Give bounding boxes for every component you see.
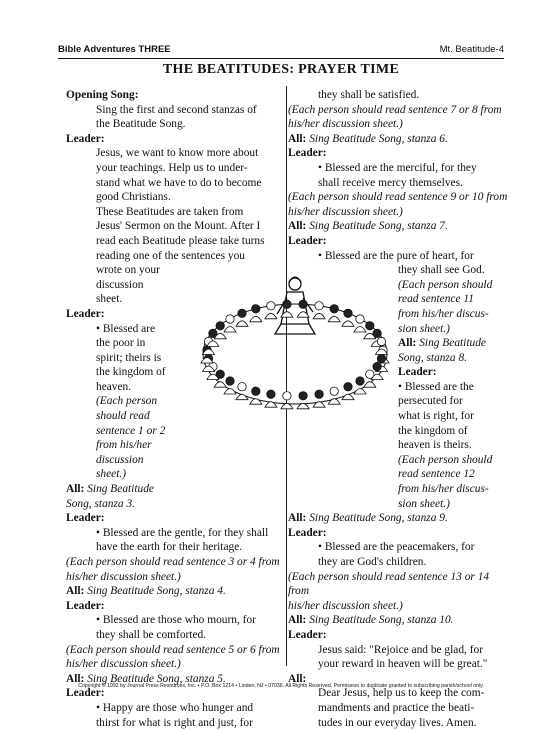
text-line: sheet.) xyxy=(96,468,127,481)
crowd-head xyxy=(283,300,291,308)
text-line: discussion xyxy=(96,278,144,291)
crowd-head xyxy=(330,305,338,313)
crowd-head xyxy=(216,322,224,330)
page-reference: Mt. Beatitude-4 xyxy=(439,44,504,55)
instruction-text: Sing Beatitude Song, stanza 6. xyxy=(306,132,448,145)
text-line: Song, stanza 8. xyxy=(398,351,467,364)
text-line: good Christians. xyxy=(96,191,171,204)
crowd-body xyxy=(313,313,325,319)
text-line: (Each person should read sentence 7 or 8 from xyxy=(288,103,502,116)
crowd-body xyxy=(214,382,226,388)
text-line: your teachings. Help us to under- xyxy=(96,161,248,174)
text-line: discussion xyxy=(96,453,144,466)
text-line: his/her discussion sheet.) xyxy=(288,118,403,131)
text-line: • Blessed are those who mourn, for xyxy=(96,614,256,627)
text-line: thirst for what is right and just, for xyxy=(96,716,253,729)
crowd-head xyxy=(283,392,291,400)
text-line: • Blessed are the peacemakers, for xyxy=(318,541,475,554)
text-line: read sentence 11 xyxy=(398,293,474,306)
crowd-body xyxy=(236,321,248,327)
all-label: All: xyxy=(66,672,85,685)
all-label: All: xyxy=(288,512,307,525)
text-line: (Each person should read sentence 9 or 10 from xyxy=(288,191,508,204)
text-line: they are God's children. xyxy=(318,556,427,568)
text-line: Jesus, we want to know more about xyxy=(96,147,259,160)
text-line: his/her discussion sheet.) xyxy=(66,658,181,671)
text-line: mandments and practice the beati- xyxy=(318,701,475,714)
all-sing-line xyxy=(288,511,513,526)
speaker-label: Leader: xyxy=(66,307,105,320)
crowd-head xyxy=(344,383,352,391)
all-label: All: xyxy=(398,337,417,350)
crowd-body xyxy=(342,394,354,400)
text-line: they shall be satisfied. xyxy=(318,89,420,101)
crowd-head xyxy=(226,377,234,385)
text-line: the Beatitude Song. xyxy=(96,118,186,131)
crowd-head xyxy=(299,300,307,308)
instruction-text: Sing Beatitude Song, stanza 4. xyxy=(84,585,226,598)
text-line: • Blessed are the gentle, for they shall xyxy=(96,526,269,539)
text-line: they shall see God. xyxy=(398,264,485,277)
speaker-label: Leader: xyxy=(288,526,327,539)
crowd-head xyxy=(373,329,381,337)
page-header xyxy=(58,44,504,59)
text-line: his/her discussion sheet.) xyxy=(66,570,181,583)
crowd-body xyxy=(328,316,340,322)
crowd-head xyxy=(356,315,364,323)
copyright-footer: Copyright © 1992 by Journal Press Resources, Inc. • P.O. Box 1214 • Linden, NJ • 07036. All Rights Reserved. Permission to duplicate granted to subscribing parish/school only. xyxy=(78,683,484,689)
speaker-label: Leader: xyxy=(288,147,327,160)
crowd-head xyxy=(315,390,323,398)
crowd-head xyxy=(299,392,307,400)
crowd-head xyxy=(252,387,260,395)
text-line: the kingdom of xyxy=(398,424,468,437)
text-line: Jesus' Sermon on the Mount. After I xyxy=(96,220,261,233)
text-line: read each Beatitude please take turns xyxy=(96,234,265,247)
all-sing-line xyxy=(288,219,513,234)
text-line: sheet. xyxy=(96,293,123,306)
crowd-head xyxy=(366,322,374,330)
jesus-teaching-crowd-illustration xyxy=(195,262,395,417)
text-line: from his/her xyxy=(96,439,152,452)
all-label: All: xyxy=(288,614,307,627)
text-line: (Each person should read sentence 5 or 6 from xyxy=(66,643,280,656)
text-line: sion sheet.) xyxy=(398,497,450,510)
text-line: tudes in our everyday lives. Amen. xyxy=(318,716,477,729)
text-line: (Each person should xyxy=(398,278,493,291)
instruction-text: Sing Beatitude Song, stanza 10. xyxy=(306,614,454,627)
crowd-head xyxy=(226,315,234,323)
text-line: • Happy are those who hunger and xyxy=(96,701,254,714)
text-line: (Each person should read sentence 13 or 14 from xyxy=(288,570,490,598)
instruction-text: Sing Beatitude Song, stanza 5. xyxy=(84,672,226,685)
crowd-head xyxy=(238,383,246,391)
all-sing-line xyxy=(66,584,286,599)
text-line: wrote on your xyxy=(96,264,160,277)
text-line: (Each person should xyxy=(398,453,493,466)
text-line: sentence 1 or 2 xyxy=(96,424,166,437)
crowd-head xyxy=(267,302,275,310)
text-line: read sentence 12 xyxy=(398,468,475,481)
crowd-head xyxy=(366,370,374,378)
all-sing-line xyxy=(288,613,513,628)
text-line: • Blessed are the xyxy=(398,380,474,393)
instruction-text: Sing Beatitude xyxy=(84,483,154,496)
text-line: the poor in xyxy=(96,337,146,350)
crowd-head xyxy=(373,362,381,370)
text-line: heaven. xyxy=(96,380,132,393)
text-line: heaven is theirs. xyxy=(398,439,472,452)
text-line: Jesus said: "Rejoice and be glad, for xyxy=(318,643,484,656)
text-line: from his/her discus- xyxy=(398,483,489,496)
crowd-body xyxy=(342,321,354,327)
crowd-body xyxy=(224,327,236,333)
text-line: reading one of the sentences you xyxy=(96,249,245,262)
crowd-body xyxy=(250,399,262,405)
crowd-head xyxy=(330,387,338,395)
speaker-label: Leader: xyxy=(288,628,327,641)
text-line: shall receive mercy themselves. xyxy=(318,176,463,189)
instruction-text: Sing Beatitude Song, stanza 9. xyxy=(306,512,448,525)
speaker-label: Leader: xyxy=(66,132,105,145)
text-line: (Each person should read sentence 3 or 4 from xyxy=(66,556,280,568)
text-line: sion sheet.) xyxy=(398,322,450,335)
text-line: have the earth for their heritage. xyxy=(96,541,243,554)
text-line: Song, stanza 3. xyxy=(66,497,135,510)
instruction-text: Sing Beatitude xyxy=(416,337,486,350)
text-line: Sing the first and second stanzas of xyxy=(96,103,257,116)
text-line: his/her discussion sheet.) xyxy=(288,599,403,612)
text-line: These Beatitudes are taken from xyxy=(96,205,244,218)
speaker-label: Leader: xyxy=(288,234,327,247)
text-line: stand what we have to do to become xyxy=(96,176,262,189)
all-sing-line xyxy=(66,482,286,497)
crowd-head xyxy=(315,302,323,310)
text-line: the kingdom of xyxy=(96,366,166,379)
all-label: All: xyxy=(288,220,307,233)
text-line: your reward in heaven will be great." xyxy=(318,658,488,671)
instruction-text: Sing Beatitude Song, stanza 7. xyxy=(306,220,448,233)
crowd-head xyxy=(377,337,385,345)
all-label: All: xyxy=(66,483,85,496)
speaker-label: Leader: xyxy=(398,366,437,379)
crowd-head xyxy=(377,354,385,362)
speaker-label: Opening Song: xyxy=(66,89,139,101)
all-label: All: xyxy=(66,585,85,598)
text-line: persecuted for xyxy=(398,395,463,408)
crowd-head xyxy=(267,390,275,398)
book-title: Bible Adventures THREE xyxy=(58,44,171,55)
crowd-body xyxy=(236,394,248,400)
text-line: they shall be comforted. xyxy=(96,628,207,641)
speaker-label: Leader: xyxy=(66,512,105,525)
text-line: (Each person xyxy=(96,395,158,408)
speaker-label: Leader: xyxy=(66,599,105,612)
text-line: his/her discussion sheet.) xyxy=(288,205,403,218)
text-line: should read xyxy=(96,410,150,423)
crowd-body xyxy=(354,327,366,333)
text-line: • Blessed are the merciful, for they xyxy=(318,161,477,174)
crowd-body xyxy=(364,382,376,388)
crowd-head xyxy=(252,305,260,313)
all-sing-line xyxy=(288,132,513,147)
crowd-head xyxy=(344,309,352,317)
crowd-body xyxy=(265,313,277,319)
crowd-body xyxy=(328,399,340,405)
speaker-label: All: xyxy=(288,672,307,685)
all-label: All: xyxy=(288,132,307,145)
text-line: • Blessed are xyxy=(96,322,156,335)
crowd-body xyxy=(224,389,236,395)
speaker-label: Leader: xyxy=(66,687,105,700)
crowd-head xyxy=(356,377,364,385)
page-title: THE BEATITUDES: PRAYER TIME xyxy=(162,62,400,77)
text-line: Dear Jesus, help us to keep the com- xyxy=(318,687,485,700)
crowd-body xyxy=(354,389,366,395)
text-line: • Blessed are the pure of heart, for xyxy=(318,249,474,262)
text-line: spirit; theirs is xyxy=(96,351,162,364)
text-line: from his/her discus- xyxy=(398,307,489,320)
crowd-head xyxy=(238,309,246,317)
crowd-body xyxy=(250,316,262,322)
text-line: what is right, for xyxy=(398,410,474,423)
